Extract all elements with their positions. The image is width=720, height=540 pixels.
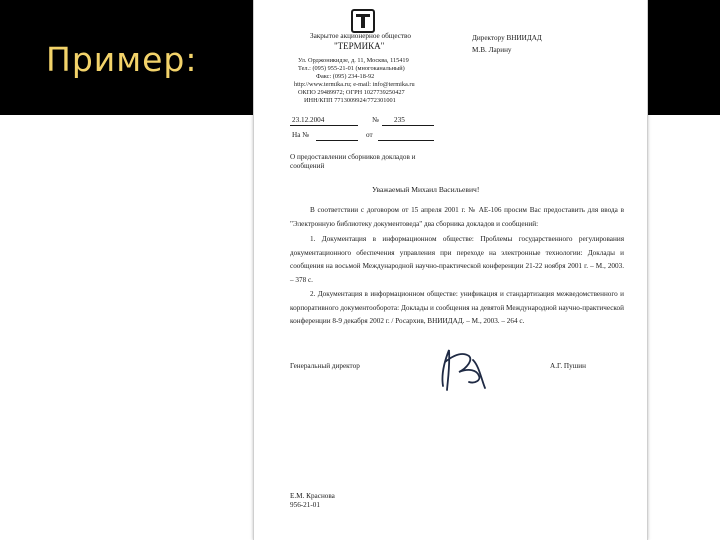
executor-phone: 956-21-01 xyxy=(290,501,320,509)
reply-number-underline xyxy=(316,140,358,141)
reply-label: На № xyxy=(292,131,310,139)
subject-line-2: сообщений xyxy=(290,162,325,170)
signatory-name: А.Г. Пушин xyxy=(550,362,586,370)
org-web: http://www.termika.ru; e-mail: info@termika.ru xyxy=(294,81,415,88)
number-label: № xyxy=(372,116,379,124)
list-item: 1. Документация в информационном обществе: Проблемы государственного регулирования документационного обеспечения управления при переходе на электронные технологии: Доклады и сообщения на восьмой Международной научно-практической конференции 21-22 ноября 2001 г. – М., 2003. – 378 с. xyxy=(290,235,624,284)
org-ids: ОКПО 29489972; ОГРН 1027739250427 xyxy=(298,89,405,96)
org-fax: Факс: (095) 234-18-92 xyxy=(316,73,375,80)
list-item: 2. Документация в информационном обществе: унификация и стандартизация межведомственного и корпоративного документооборота: Доклады и сообщения на девятой Международной научно-практической конференции 8-9 декабря 2002 г. / Росархив, ВНИИДАД. – М., 2003. – 264 с. xyxy=(290,290,624,325)
salutation: Уважаемый Михаил Васильевич! xyxy=(372,185,480,194)
letter-date: 23.12.2004 xyxy=(292,116,325,124)
date-underline xyxy=(290,125,358,126)
handwritten-signature xyxy=(429,340,499,392)
letter-document xyxy=(253,0,648,540)
company-logo-icon xyxy=(351,9,375,33)
org-address: Ул. Орджоникидзе, д. 11, Москва, 115419 xyxy=(298,57,409,64)
reply-from-label: от xyxy=(366,131,373,139)
org-name: "ТЕРМИКА" xyxy=(334,41,385,51)
org-phone: Тел.: (095) 955-21-01 (многоканальный) xyxy=(298,65,405,72)
slide-title: Пример: xyxy=(46,40,198,79)
subject-line-1: О предоставлении сборников докладов и xyxy=(290,153,416,161)
letter-number: 235 xyxy=(394,116,405,124)
body-paragraph: В соответствии с договором от 15 апреля 2001 г. № АЕ-106 просим Вас предоставить для ввода в "Электронную библиотеку документоведа" два сборника докладов и сообщений: xyxy=(290,206,624,228)
org-inn: ИНН/КПП 7713009924/772301001 xyxy=(304,97,396,104)
recipient-title: Директору ВНИИДАД xyxy=(472,34,542,42)
number-underline xyxy=(382,125,434,126)
reply-date-underline xyxy=(378,140,434,141)
signatory-position: Генеральный директор xyxy=(290,362,360,370)
recipient-name: М.В. Ларину xyxy=(472,46,512,54)
executor-name: Е.М. Краснова xyxy=(290,492,335,500)
org-type: Закрытое акционерное общество xyxy=(310,32,411,40)
